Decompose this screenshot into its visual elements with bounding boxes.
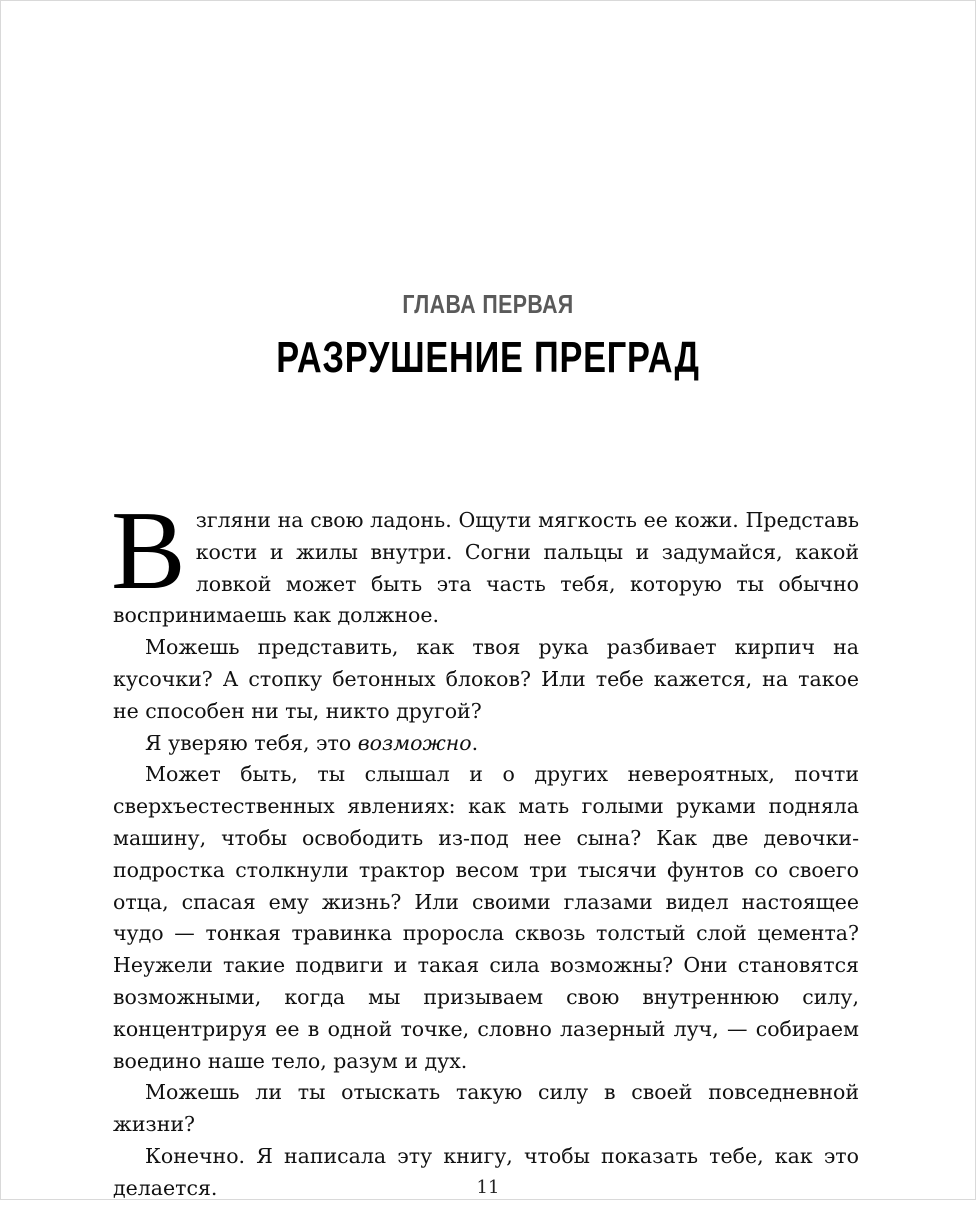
paragraph-3-end: . [471, 730, 479, 755]
page-number: 11 [476, 1177, 500, 1198]
paragraph-4: Может быть, ты слышал и о других невероятных, почти сверхъестественных явлениях: как мать голыми руками подняла машину, чтобы освободить из-под нее сына? Как две девочки-подростка столкнули трактор весом три тысячи фунтов со своего отца, спасая ему жизнь? Или своими глазами видел настоящее чудо — тонкая травинка проросла сквозь толстый слой цемента? Неужели такие подвиги и такая сила возможны? Они становятся возможными, когда мы призываем свою внутреннюю силу, концентрируя ее в одной точке, словно лазерный луч, — собираем воедино наше тело, разум и дух. [113, 762, 859, 1073]
paragraph-3 [113, 728, 859, 760]
chapter-title: РАЗРУШЕНИЕ ПРЕГРАД [276, 333, 700, 382]
paragraph-1-text: згляни на свою ладонь. Ощути мягкость ее кожи. Представь кости и жилы внутри. Согни пальцы и задумайся, какой ловкой может быть эта часть тебя, которую ты обычно воспринимаешь как должное. [113, 508, 859, 628]
paragraph-3-text: Я уверяю тебя, это [145, 730, 358, 755]
body-text [111, 489, 859, 1205]
paragraph-2: Можешь представить, как твоя рука разбивает кирпич на кусочки? А стопку бетонных блоков? Или тебе кажется, на такое не способен ни ты, никто другой? [113, 635, 859, 723]
paragraph-1 [111, 489, 859, 632]
paragraph-6: Конечно. Я написала эту книгу, чтобы показать тебе, как это делается. [113, 1143, 859, 1200]
drop-cap: В [111, 489, 186, 613]
paragraph-3-emphasis: возможно [357, 730, 472, 755]
paragraph-5: Можешь ли ты отыскать такую силу в своей повседневной жизни? [113, 1080, 859, 1137]
chapter-label: ГЛАВА ПЕРВАЯ [402, 289, 574, 319]
